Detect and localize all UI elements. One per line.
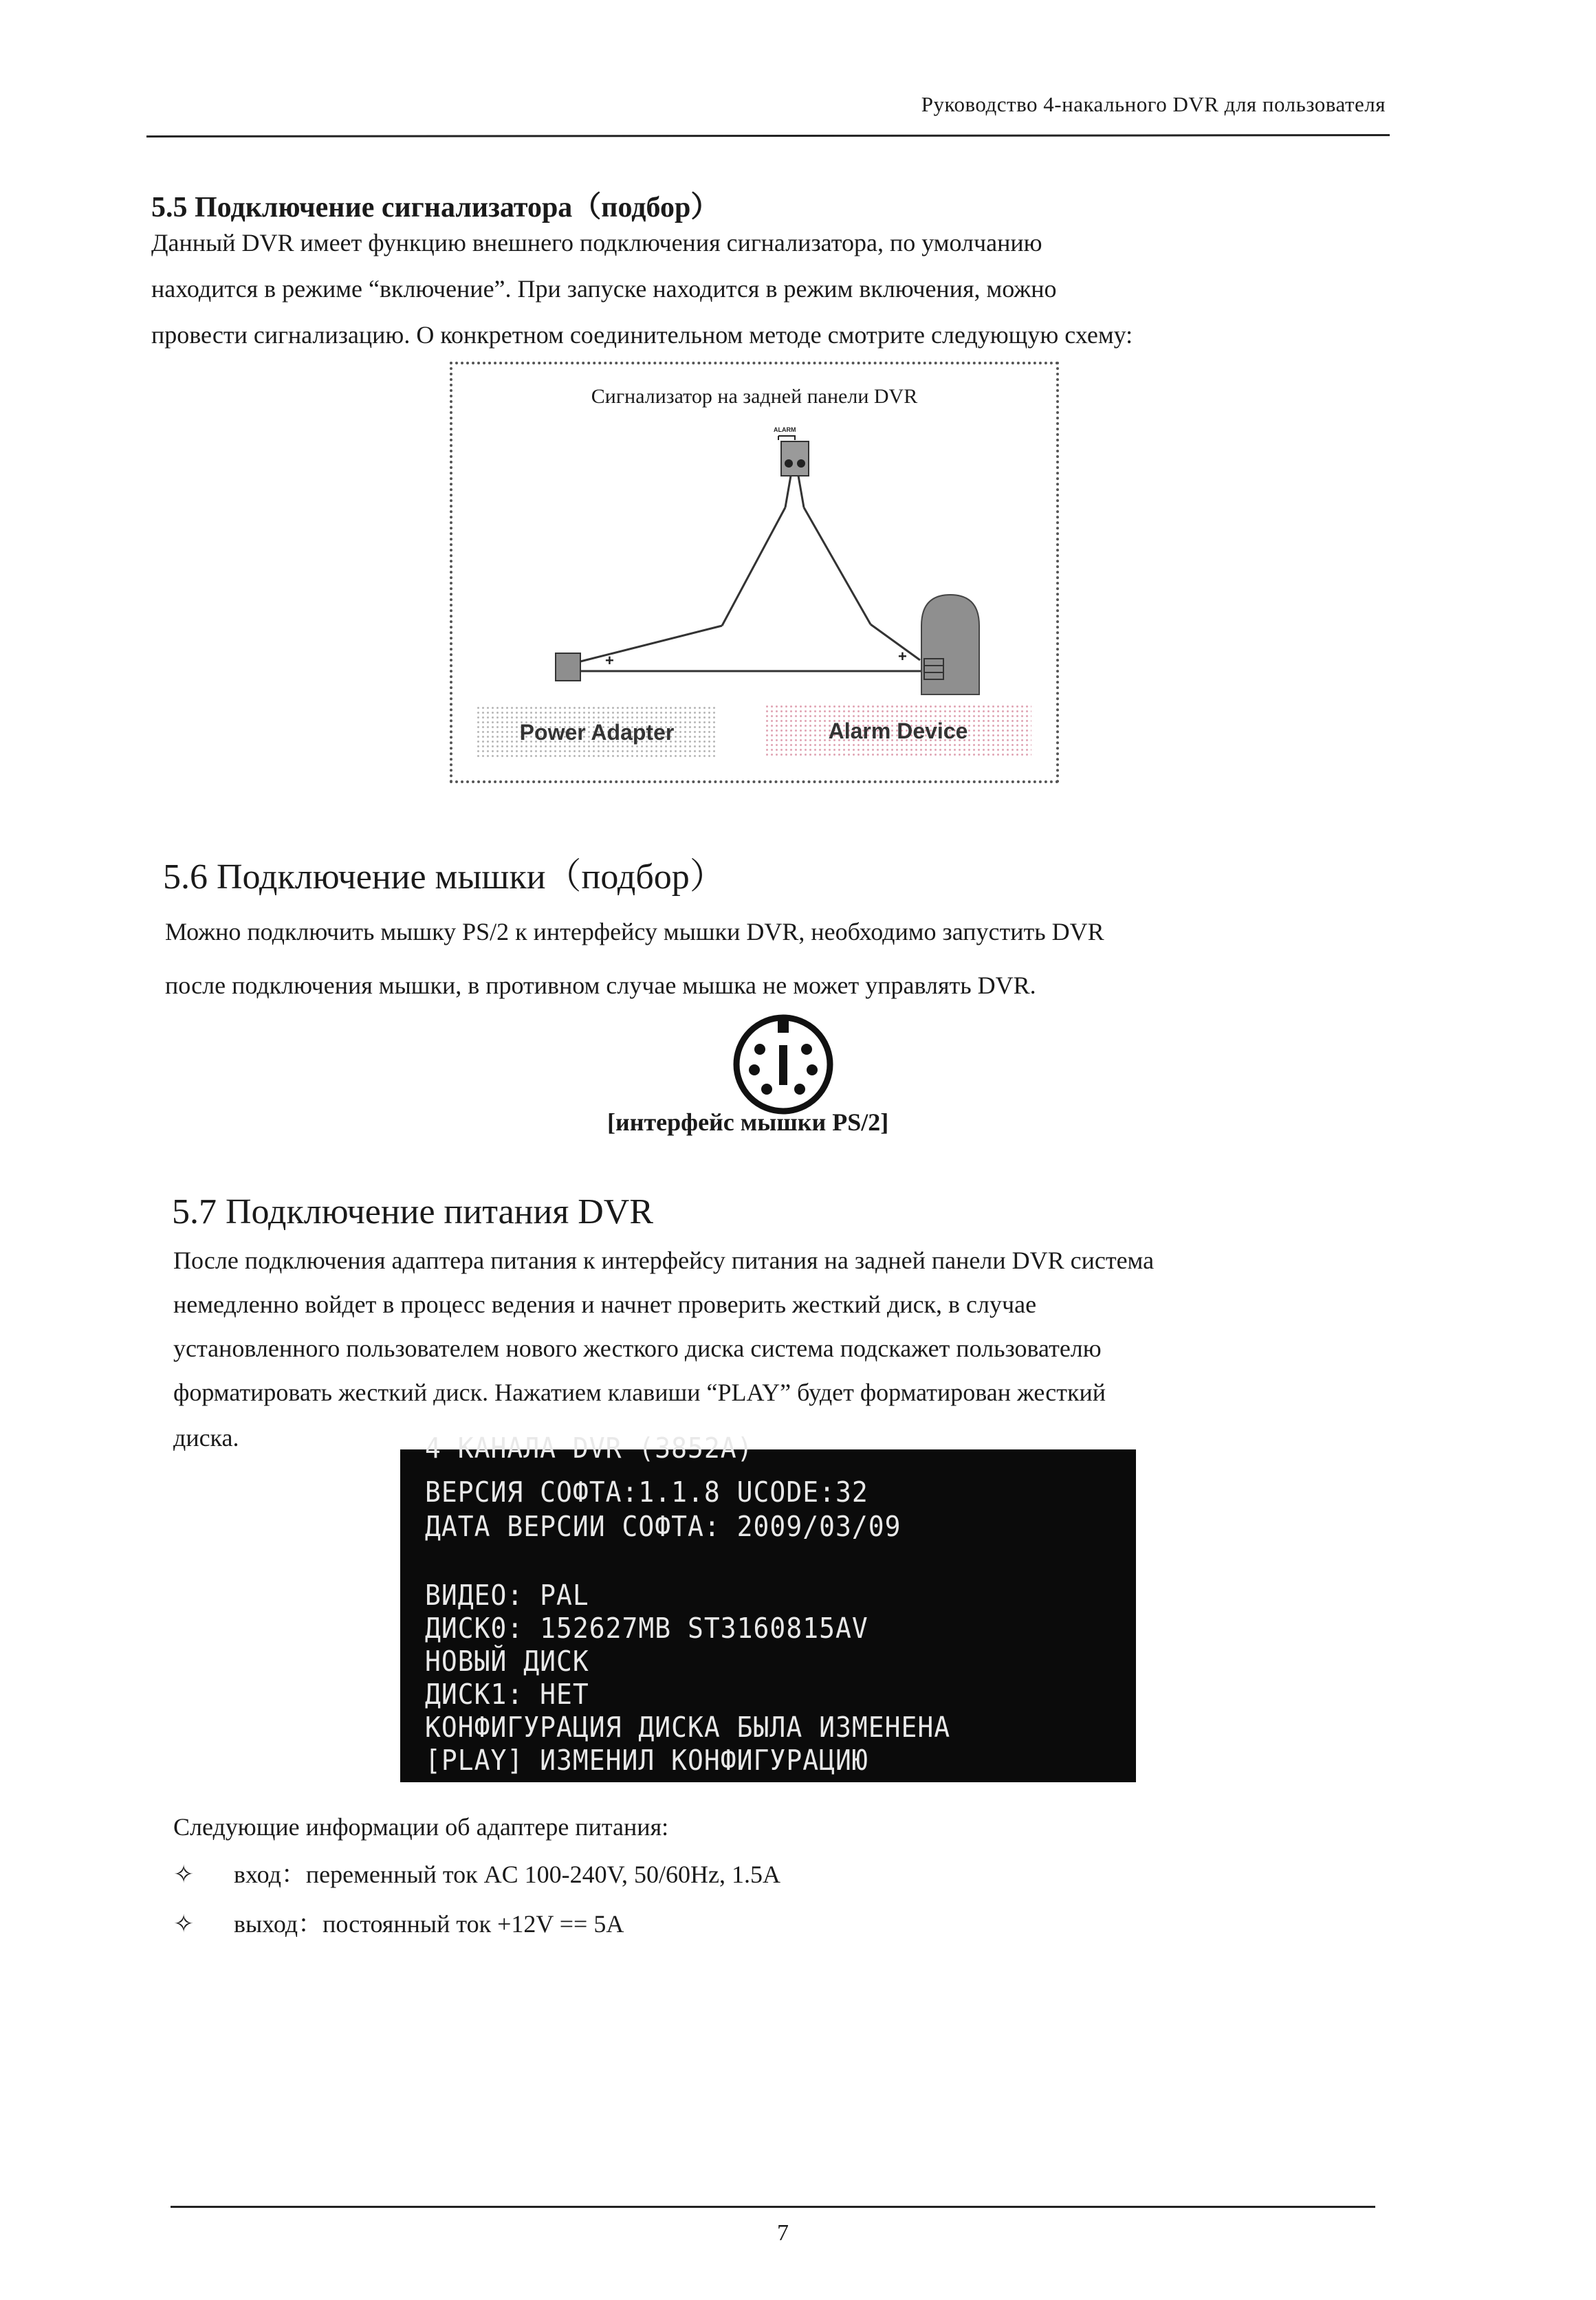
wire xyxy=(785,476,791,507)
wire xyxy=(722,507,785,626)
alarm-device-label: Alarm Device xyxy=(765,704,1031,758)
mouse-paragraph-line: Можно подключить мышку PS/2 к интерфейсу мышки DVR, необходимо запустить DVR xyxy=(165,918,1104,945)
wire xyxy=(798,476,804,507)
power-paragraph-line: диска. xyxy=(173,1424,239,1452)
screen-line: НОВЫЙ ДИСК xyxy=(425,1645,589,1678)
alarm-port-bracket xyxy=(778,436,795,440)
section-heading-mouse: 5.6 Подключение мышки（подбор） xyxy=(163,857,725,897)
wire xyxy=(804,507,871,624)
adapter-spec-item xyxy=(173,1855,780,1890)
mouse-paragraph-line: после подключения мышки, в противном случае мышка не может управлять DVR. xyxy=(165,972,1036,999)
bullet-icon: ✧ xyxy=(173,1861,195,1888)
alarm-pin xyxy=(797,459,805,468)
power-paragraph-line: После подключения адаптера питания к интерфейсу питания на задней панели DVR система xyxy=(173,1247,1155,1274)
page-number: 7 xyxy=(777,2220,789,2246)
alarm-paragraph-line: Данный DVR имеет функцию внешнего подключения сигнализатора, по умолчанию xyxy=(151,229,1042,256)
alarm-paragraph-line: находится в режиме “включение”. При запуске находится в режим включения, можно xyxy=(151,275,1057,303)
adapter-spec-text: выход：постоянный ток +12V == 5A xyxy=(234,1910,624,1938)
alarm-port xyxy=(781,441,809,476)
power-paragraph-line: установленного пользователем нового жесткого диска система подскажет пользователю xyxy=(173,1335,1102,1362)
alarm-paragraph-line: провести сигнализацию. О конкретном соединительном методе смотрите следующую схему: xyxy=(151,321,1133,349)
alarm-port-label: ALARM xyxy=(774,426,796,433)
adapter-spec-item xyxy=(173,1905,624,1940)
wire xyxy=(871,624,920,660)
screen-line: ДИСК1: НЕТ xyxy=(425,1678,589,1711)
section-heading-power: 5.7 Подключение питания DVR xyxy=(172,1192,654,1231)
screen-line: ВЕРСИЯ СОФТА:1.1.8 UCODE:32 xyxy=(425,1476,868,1509)
plus-mark: + xyxy=(898,648,907,665)
power-adapter-label: Power Adapter xyxy=(476,705,718,759)
footer-rule xyxy=(171,2206,1375,2208)
screen-line: ДИСК0: 152627MB ST3160815AV xyxy=(425,1612,868,1645)
power-paragraph-line: форматировать жесткий диск. Нажатием клавиши “PLAY” будет форматирован жесткий xyxy=(173,1379,1106,1406)
ps2-caption: [интерфейс мышки PS/2] xyxy=(607,1108,889,1136)
bullet-icon: ✧ xyxy=(173,1910,195,1938)
screen-line: КОНФИГУРАЦИЯ ДИСКА БЫЛА ИЗМЕНЕНА xyxy=(425,1711,951,1744)
power-paragraph-line: немедленно войдет в процесс ведения и начнет проверить жесткий диск, в случае xyxy=(173,1291,1037,1318)
adapter-intro: Следующие информации об адаптере питания: xyxy=(173,1813,669,1841)
alarm-wiring-diagram xyxy=(450,362,1059,783)
wire xyxy=(580,626,722,661)
screen-line: [PLAY] ИЗМЕНИЛ КОНФИГУРАЦИЮ xyxy=(425,1744,868,1777)
adapter-spec-text: вход：переменный ток AC 100-240V, 50/60Hz, 1.5A xyxy=(234,1861,780,1888)
ps2-port-icon xyxy=(731,1012,835,1117)
alarm-pin xyxy=(785,459,793,468)
screen-line: 4 КАНАЛА DVR (3852A) xyxy=(425,1432,754,1465)
screen-line: ВИДЕО: PAL xyxy=(425,1579,589,1612)
header-rule xyxy=(146,134,1390,138)
diagram-title: Сигнализатор на задней панели DVR xyxy=(591,385,918,408)
plus-mark: + xyxy=(605,652,614,669)
running-header: Руководство 4-накального DVR для пользователя xyxy=(921,92,1386,116)
screen-line: ДАТА ВЕРСИИ СОФТА: 2009/03/09 xyxy=(425,1510,901,1543)
section-heading-alarm: 5.5 Подключение сигнализатора（подбор） xyxy=(151,192,720,223)
dvr-boot-screen xyxy=(400,1432,1136,1782)
power-adapter-plug xyxy=(556,653,580,681)
